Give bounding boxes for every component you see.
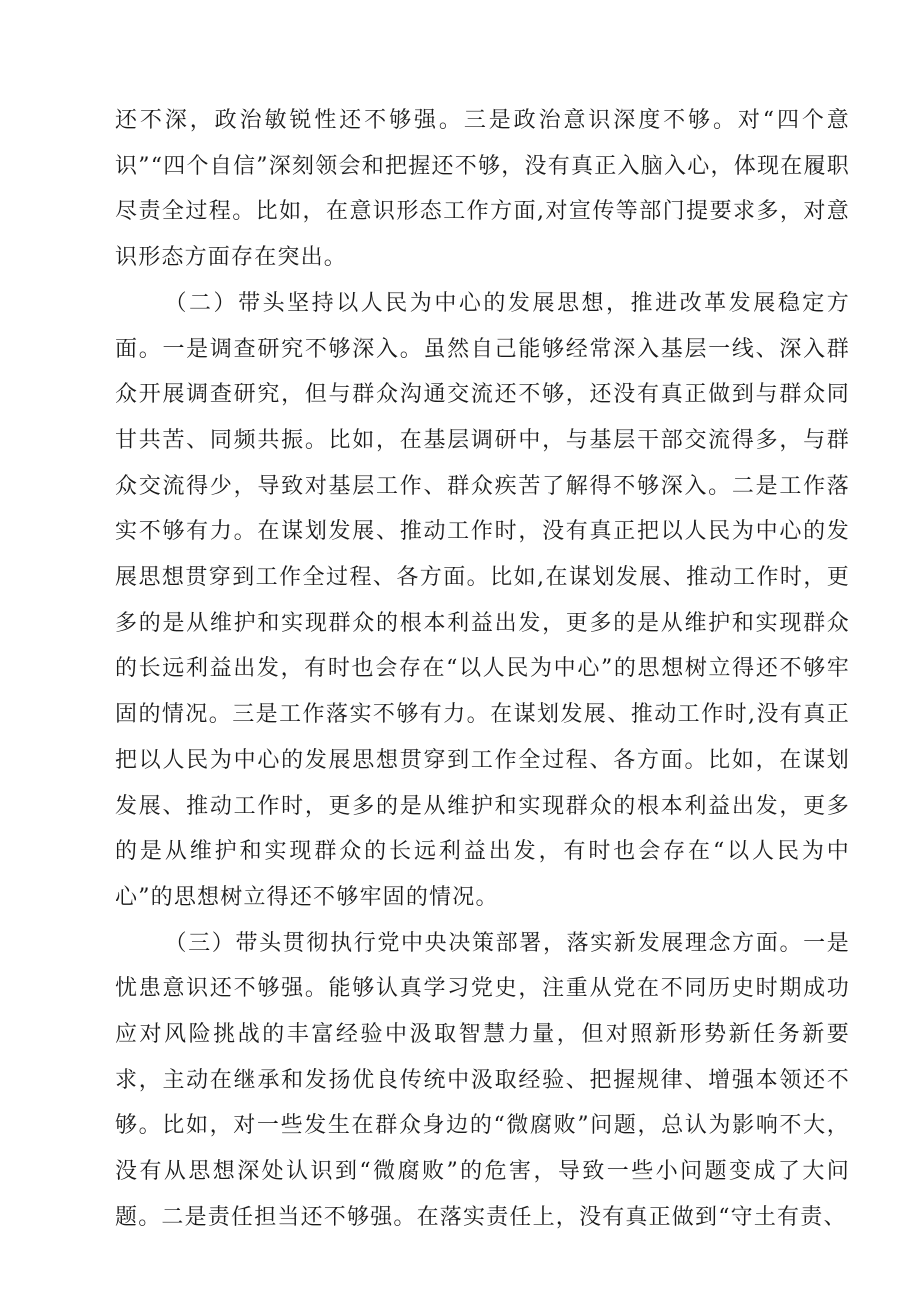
- document-page: [115, 98, 850, 1241]
- paragraph-2: （二）带头坚持以人民为中心的发展思想，推进改革发展稳定方面。一是调查研究不够深入。虽然自己能够经常深入基层一线、深入群众开展调查研究，但与群众沟通交流还不够，还没有真正做到与群众同甘共苦、同频共振。比如，在基层调研中，与基层干部交流得多，与群众交流得少，导致对基层工作、群众疾苦了解得不够深入。二是工作落实不够有力。在谋划发展、推动工作时，没有真正把以人民为中心的发展思想贯穿到工作全过程、各方面。比如,在谋划发展、推动工作时，更多的是从维护和实现群众的根本利益出发，更多的是从维护和实现群众的长远利益出发，有时也会存在“以人民为中心”的思想树立得还不够牢固的情况。三是工作落实不够有力。在谋划发展、推动工作时,没有真正把以人民为中心的发展思想贯穿到工作全过程、各方面。比如，在谋划发展、推动工作时，更多的是从维护和实现群众的根本利益出发，更多的是从维护和实现群众的长远利益出发，有时也会存在“以人民为中心”的思想树立得还不够牢固的情况。: [115, 290, 850, 910]
- paragraph-1: 还不深，政治敏锐性还不够强。三是政治意识深度不够。对“四个意识”“四个自信”深刻领会和把握还不够，没有真正入脑入心，体现在履职尽责全过程。比如，在意识形态工作方面,对宣传等部门提要求多，对意识形态方面存在突出。: [115, 108, 850, 271]
- paragraph-3: （三）带头贯彻执行党中央决策部署，落实新发展理念方面。一是忧患意识还不够强。能够认真学习党史，注重从党在不同历史时期成功应对风险挑战的丰富经验中汲取智慧力量，但对照新形势新任务新要求，主动在继承和发扬优良传统中汲取经验、把握规律、增强本领还不够。比如，对一些发生在群众身边的“微腐败”问题，总认为影响不大，没有从思想深处认识到“微腐败”的危害，导致一些小问题变成了大问题。二是责任担当还不够强。在落实责任上，没有真正做到“守土有责、: [115, 930, 850, 1230]
